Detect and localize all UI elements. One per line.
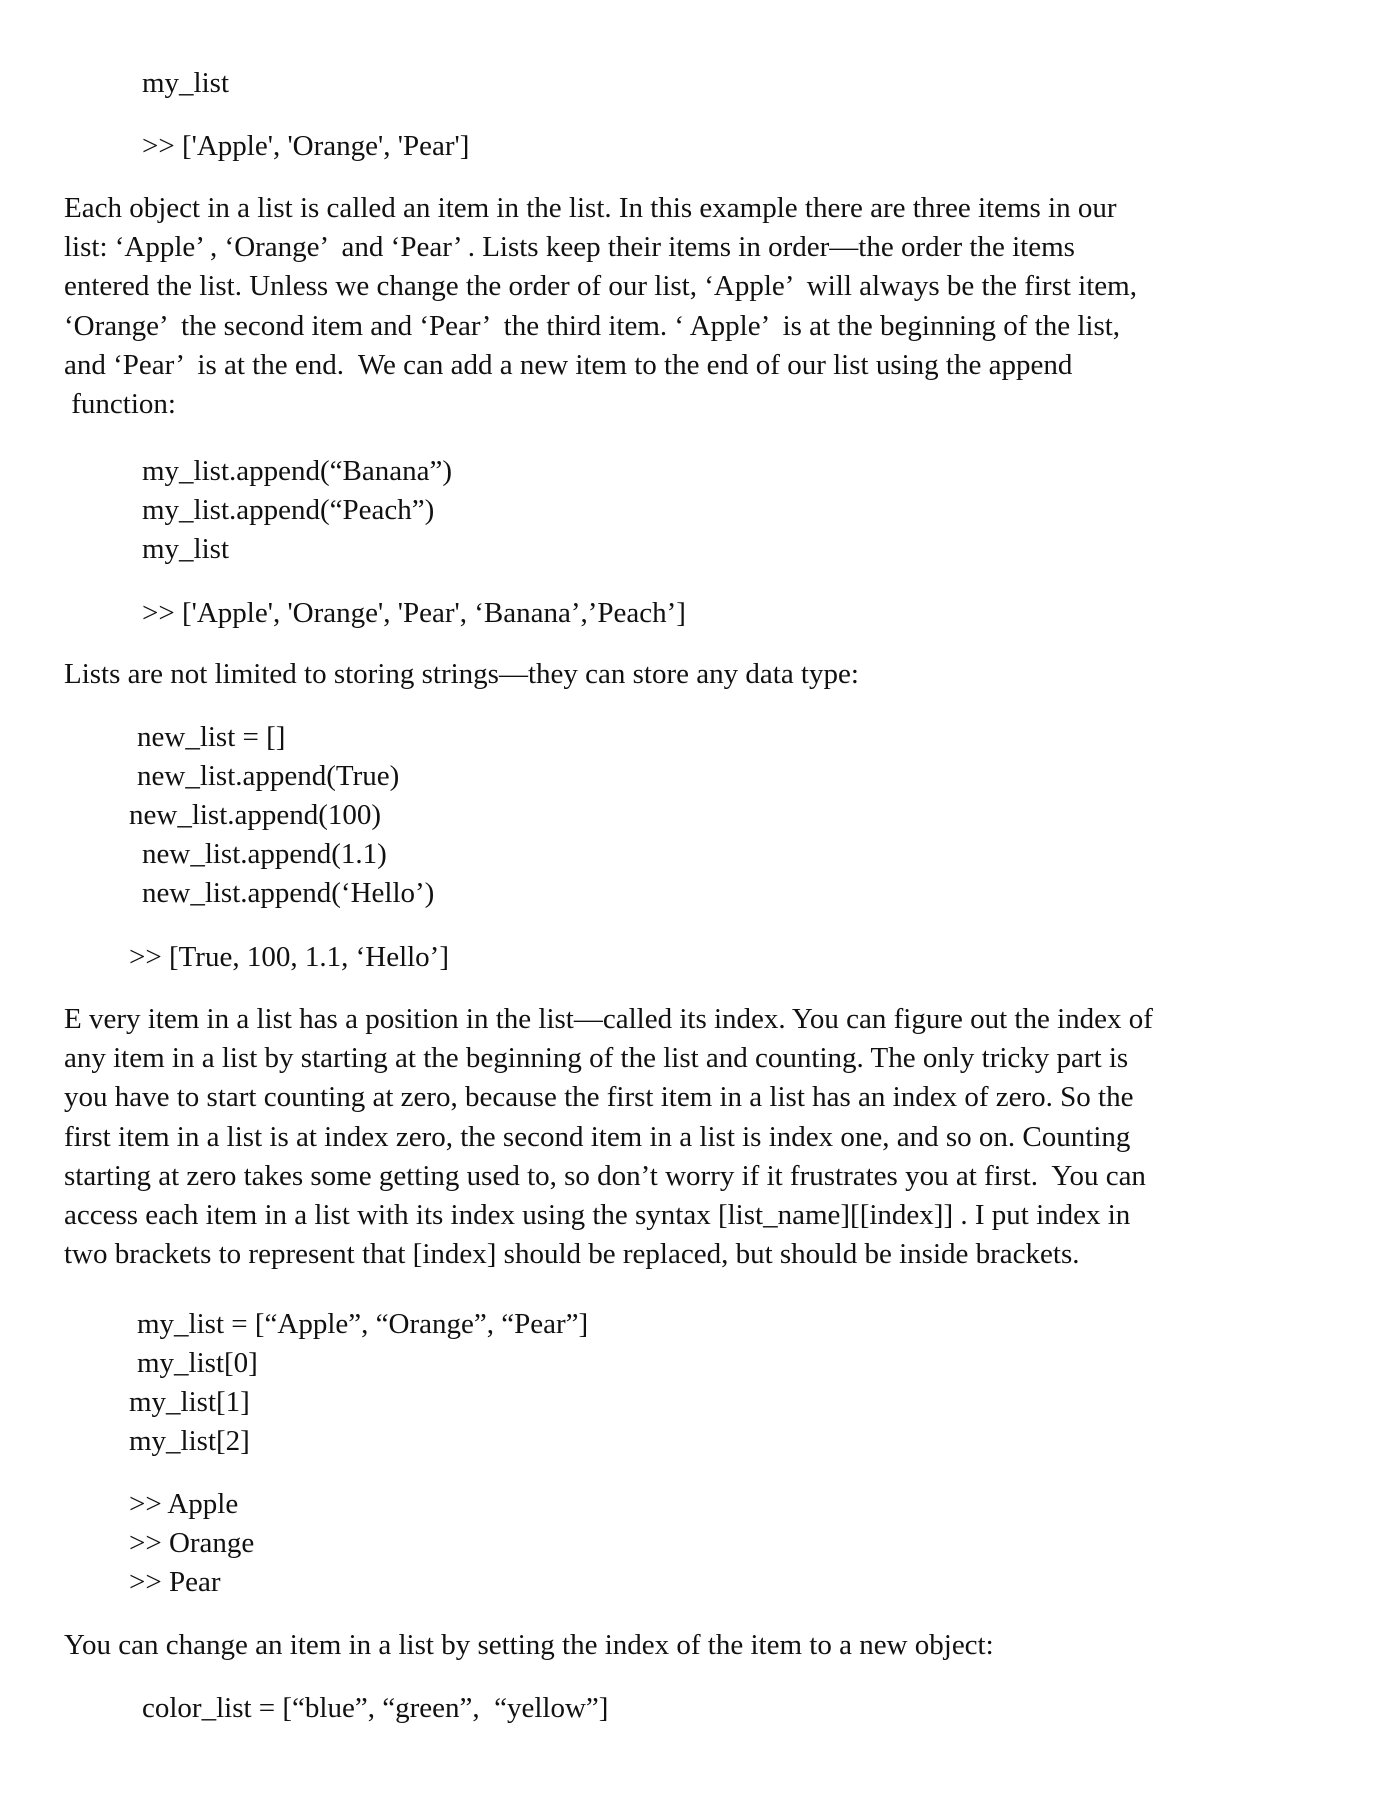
paragraph-line: list: ‘Apple’ , ‘Orange’ and ‘Pear’ . Lists keep their items in order—the order the items [64, 231, 1075, 264]
code-line: new_list = [] [137, 721, 286, 753]
code-output-line: >> [True, 100, 1.1, ‘Hello’] [129, 941, 449, 973]
code-output-line: >> Pear [129, 1566, 221, 1598]
code-line: new_list.append(‘Hello’) [142, 877, 435, 909]
paragraph-index [64, 1000, 1344, 1274]
code-output-line: >> ['Apple', 'Orange', 'Pear', ‘Banana’,’Peach’] [142, 597, 686, 629]
code-line: my_list.append(“Peach”) [142, 494, 435, 526]
code-line: my_list.append(“Banana”) [142, 455, 453, 487]
code-line: new_list.append(True) [137, 760, 400, 792]
paragraph-line: two brackets to represent that [index] should be replaced, but should be inside brackets. [64, 1238, 1080, 1271]
paragraph-line: you have to start counting at zero, because the first item in a list has an index of zero. So the [64, 1081, 1134, 1114]
code-output-line: >> Orange [129, 1527, 255, 1559]
paragraph-line: and ‘Pear’ is at the end. We can add a new item to the end of our list using the append [64, 348, 1073, 381]
paragraph-line: starting at zero takes some getting used to, so don’t worry if it frustrates you at first. You can [64, 1159, 1146, 1192]
paragraph-line: first item in a list is at index zero, the second item in a list is index one, and so on. Counting [64, 1120, 1131, 1153]
paragraph-line: entered the list. Unless we change the order of our list, ‘Apple’ will always be the first item, [64, 270, 1137, 303]
paragraph-line: access each item in a list with its index using the syntax [list_name][[index]] . I put index in [64, 1199, 1131, 1232]
paragraph-line: any item in a list by starting at the beginning of the list and counting. The only tricky part is [64, 1042, 1129, 1075]
code-line: color_list = [“blue”, “green”, “yellow”] [142, 1692, 609, 1724]
code-output-line: >> ['Apple', 'Orange', 'Pear'] [142, 130, 470, 162]
paragraph-line: E very item in a list has a position in the list—called its index. You can figure out the index of [64, 1003, 1153, 1035]
paragraph-line: function: [64, 388, 176, 421]
code-line: my_list[2] [129, 1425, 250, 1457]
code-line: my_list[0] [137, 1347, 258, 1379]
code-line: new_list.append(1.1) [142, 838, 387, 870]
code-line: new_list.append(100) [129, 799, 382, 831]
paragraph-line: Each object in a list is called an item in the list. In this example there are three items in our [64, 192, 1117, 224]
code-output-line: >> Apple [129, 1488, 239, 1520]
paragraph-line: ‘Orange’ the second item and ‘Pear’ the third item. ‘ Apple’ is at the beginning of the list, [64, 309, 1121, 342]
code-line: my_list [142, 67, 230, 99]
paragraph-data-types: Lists are not limited to storing strings—they can store any data type: [64, 658, 859, 690]
code-line: my_list = [“Apple”, “Orange”, “Pear”] [137, 1308, 589, 1340]
code-line: my_list [142, 533, 230, 565]
paragraph-list-items [64, 189, 1344, 424]
code-line: my_list[1] [129, 1386, 250, 1418]
paragraph-change-item: You can change an item in a list by setting the index of the item to a new object: [64, 1629, 994, 1661]
